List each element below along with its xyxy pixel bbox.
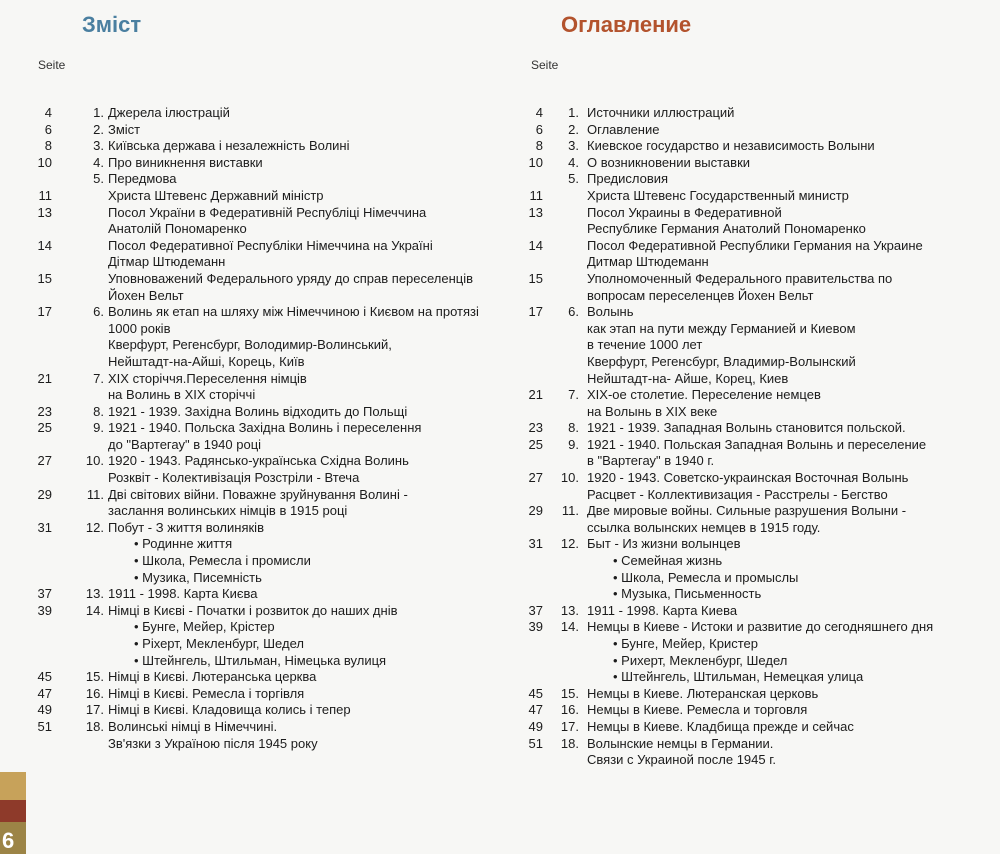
item-number: 4. (93, 154, 104, 170)
page-ref: 47 (37, 685, 52, 701)
page-ref: 29 (37, 486, 52, 502)
page-ref: 49 (528, 718, 543, 734)
entry-text: Немцы в Киеве. Ремесла и торговля (587, 702, 808, 718)
item-number: 7. (568, 387, 579, 403)
page-ref: 51 (37, 718, 52, 734)
page-ref: 27 (528, 470, 543, 486)
entry-text: • Музыка, Письменность (613, 586, 762, 602)
page-ref: 27 (37, 453, 52, 469)
seite-label-right: Seite (531, 58, 559, 72)
page-ref: 37 (37, 586, 52, 602)
entry-text: Київська держава і незалежність Волині (108, 138, 350, 154)
entry-text: Нейштадт-на-Айші, Корець, Київ (108, 353, 305, 369)
strip-gold (0, 772, 26, 800)
seite-label-left: Seite (38, 58, 66, 72)
entry-text: 1911 - 1998. Карта Києва (108, 586, 258, 602)
page-ref: 25 (528, 436, 543, 452)
entry-text: 1921 - 1939. Западная Волынь становится польской. (587, 420, 906, 436)
item-number: 2. (568, 121, 579, 137)
entry-text: • Школа, Ремесла і промисли (134, 553, 311, 569)
toc-title-russian: Оглавление (561, 12, 692, 37)
entry-text: Кверфурт, Регенсбург, Владимир-Волынский (587, 353, 856, 369)
page-ref: 11 (38, 187, 52, 203)
item-number: 10. (560, 470, 579, 486)
page-ref: 31 (37, 519, 52, 535)
item-number: 6. (93, 304, 104, 320)
item-number: 16. (560, 702, 579, 718)
entry-text: Быт - Из жизни волынцев (587, 536, 741, 552)
page-ref: 6 (535, 121, 543, 137)
page-ref: 8 (44, 138, 52, 154)
item-number: 9. (93, 420, 104, 436)
item-number: 17. (560, 718, 579, 734)
page-ref: 6 (44, 121, 52, 137)
page-ref: 15 (37, 270, 52, 286)
entry-text: Дітмар Штюдеманн (108, 254, 226, 270)
page-ref: 51 (528, 735, 543, 751)
item-number: 1. (568, 105, 579, 120)
entry-text: 1921 - 1939. Західна Волинь відходить до Польщі (108, 403, 408, 419)
entry-text: 1921 - 1940. Польска Західна Волинь і переселення (108, 420, 422, 436)
page-ref: 21 (37, 370, 52, 386)
page-ref: 25 (37, 420, 52, 436)
entry-text: Зв'язки з Україною після 1945 року (108, 735, 318, 751)
page-ref: 31 (528, 536, 543, 552)
item-number: 12. (560, 536, 579, 552)
entry-text: Зміст (108, 121, 141, 137)
item-number: 3. (93, 138, 104, 154)
entry-text: Анатолій Пономаренко (108, 221, 247, 237)
entry-text: Христа Штевенс Державний міністр (108, 187, 324, 203)
page-ref: 4 (44, 105, 52, 120)
entry-text: Німці в Києві. Ремесла і торгівля (108, 685, 305, 701)
entry-text: Джерела ілюстрацій (108, 105, 230, 120)
page-ref: 45 (37, 669, 52, 685)
item-number: 8. (93, 403, 104, 419)
entry-text: • Школа, Ремесла и промыслы (613, 569, 799, 585)
item-number: 16. (85, 685, 104, 701)
item-number: 15. (85, 669, 104, 685)
entry-text: Немцы в Киеве. Кладбища прежде и сейчас (587, 718, 854, 734)
page-ref: 29 (528, 503, 543, 519)
entry-text: Посол Украины в Федеративной (587, 204, 782, 220)
entry-text: Посол України в Федеративній Республіці Німеччина (108, 204, 427, 220)
item-number: 15. (560, 685, 579, 701)
item-number: 18. (85, 718, 104, 734)
item-number: 17. (85, 702, 104, 718)
item-number: 13. (560, 602, 579, 618)
entry-text: Кверфурт, Регенсбург, Володимир-Волинський, (108, 337, 392, 353)
entry-text: Німці в Києві. Кладовища колись і тепер (108, 702, 351, 718)
item-number: 11. (561, 503, 579, 519)
item-number: 12. (85, 519, 104, 535)
page-ref: 4 (535, 105, 543, 120)
entry-text: 1920 - 1943. Радянсько-українська Східна Волинь (108, 453, 409, 469)
entry-text: • Родинне життя (134, 536, 233, 552)
entry-text: Дитмар Штюдеманн (587, 254, 709, 270)
page-ref: 10 (37, 154, 52, 170)
item-number: 3. (568, 138, 579, 154)
entry-text: • Штейнгель, Штильман, Німецька вулиця (134, 652, 387, 668)
entry-text: как этап на пути между Германией и Киевом (587, 320, 856, 336)
entry-text: Киевское государство и независимость Волыни (587, 138, 875, 154)
entry-text: на Волинь в XIX сторіччі (108, 387, 256, 403)
entry-text: в течение 1000 лет (587, 337, 703, 353)
entry-text: Волынь (587, 304, 634, 320)
entry-text: • Бунге, Мейер, Крістер (134, 619, 275, 635)
page-ref: 39 (528, 619, 543, 635)
page-ref: 23 (37, 403, 52, 419)
entry-text: • Семейная жизнь (613, 553, 723, 569)
entry-text: Две мировые войны. Сильные разрушения Волыни - (587, 503, 907, 519)
entry-text: Нейштадт-на- Айше, Корец, Киев (587, 370, 789, 386)
item-number: 18. (560, 735, 579, 751)
page-ref: 17 (37, 304, 52, 320)
page-ref: 45 (528, 685, 543, 701)
page-number: 6 (2, 828, 15, 853)
strip-red (0, 800, 26, 822)
entry-text: 1000 років (108, 320, 171, 336)
entry-text: до "Вартегау" в 1940 році (108, 436, 262, 452)
page-ref: 21 (528, 387, 543, 403)
entry-text: Оглавление (587, 121, 660, 137)
page-ref: 23 (528, 420, 543, 436)
entry-text: Волынские немцы в Германии. (587, 735, 774, 751)
entry-text: • Штейнгель, Штильман, Немецкая улица (613, 669, 864, 685)
entry-text: 1921 - 1940. Польская Западная Волынь и переселение (587, 436, 927, 452)
entry-text: Німці в Києві. Лютеранська церква (108, 669, 317, 685)
page-ref: 39 (37, 602, 52, 618)
item-number: 10. (85, 453, 104, 469)
page-ref: 37 (528, 602, 543, 618)
entry-text: Немцы в Киеве. Лютеранская церковь (587, 685, 819, 701)
entry-text: Передмова (108, 171, 177, 187)
item-number: 2. (93, 121, 104, 137)
entry-text: Про виникнення виставки (108, 154, 263, 170)
entry-text: 1911 - 1998. Карта Киева (587, 602, 738, 618)
item-number: 5. (568, 171, 579, 187)
entry-text: Предисловия (587, 171, 669, 187)
page-ref: 14 (528, 237, 543, 253)
entry-text: Волинські німці в Німеччині. (108, 718, 278, 734)
entry-text: • Рихерт, Мекленбург, Шедел (613, 652, 788, 668)
toc-title-ukrainian: Зміст (82, 12, 142, 37)
entry-text: в "Вартегау" в 1940 г. (587, 453, 715, 469)
entry-text: заслання волинських німців в 1915 році (108, 503, 348, 519)
item-number: 1. (93, 105, 104, 120)
item-number: 8. (568, 420, 579, 436)
entry-text: вопросам переселенцев Йохен Вельт (587, 287, 814, 303)
item-number: 6. (568, 304, 579, 320)
entry-text: ссылка волынских немцев в 1915 году. (587, 519, 821, 535)
item-number: 14. (85, 602, 104, 618)
item-number: 4. (568, 154, 579, 170)
entry-text: • Бунге, Мейер, Кристер (613, 636, 758, 651)
entry-text: • Музика, Писемність (134, 569, 262, 585)
entry-text: Німці в Києві - Початки і розвиток до наших днів (108, 602, 398, 618)
page-ref: 8 (535, 138, 543, 154)
entry-text: Источники иллюстраций (587, 105, 735, 120)
page-ref: 15 (528, 270, 543, 286)
entry-text: Дві світових війни. Поважне зруйнування Волині - (108, 486, 408, 502)
entry-text: 1920 - 1943. Советско-украинская Восточная Волынь (587, 470, 909, 486)
entry-text: Посол Федеративної Республіки Німеччина на Україні (108, 237, 433, 253)
entry-text: Йохен Вельт (108, 287, 184, 303)
entry-text: на Волынь в XIX веке (587, 403, 718, 419)
entry-text: Посол Федеративной Республики Германия на Украине (587, 237, 923, 253)
page-ref: 14 (37, 237, 52, 253)
page-ref: 47 (528, 702, 543, 718)
page-ref: 17 (528, 304, 543, 320)
entry-text: Христа Штевенс Государственный министр (587, 187, 849, 203)
entry-text: Связи с Украиной после 1945 г. (587, 752, 776, 768)
page-ref: 49 (37, 702, 52, 718)
entry-text: Расцвет - Коллективизация - Расстрелы - Бегство (587, 486, 888, 502)
item-number: 5. (93, 171, 104, 187)
item-number: 13. (85, 586, 104, 602)
item-number: 14. (560, 619, 579, 635)
entry-text: Уповноважений Федерального уряду до справ переселенців (108, 270, 474, 286)
page-ref: 10 (528, 154, 543, 170)
item-number: 7. (93, 370, 104, 386)
entry-text: Республике Германия Анатолий Пономаренко (587, 221, 866, 237)
page-ref: 11 (529, 187, 543, 203)
page-ref: 13 (37, 204, 52, 220)
entry-text: Волинь як етап на шляху між Німеччиною і Києвом на протязі (108, 304, 479, 320)
item-number: 11. (86, 486, 104, 502)
entry-text: Розквіт - Колективізація Розстріли - Втеча (108, 470, 360, 486)
entry-text: Немцы в Киеве - Истоки и развитие до сегодняшнего дня (587, 619, 934, 635)
entry-text: Уполномоченный Федерального правительства по (587, 270, 893, 286)
entry-text: О возникновении выставки (587, 154, 751, 170)
entry-text: XIX-ое столетие. Переселение немцев (587, 387, 821, 403)
item-number: 9. (568, 436, 579, 452)
page-ref: 13 (528, 204, 543, 220)
entry-text: • Ріхерт, Мекленбург, Шедел (134, 636, 304, 651)
entry-text: Побут - З життя волиняків (108, 519, 264, 535)
entry-text: XIX сторіччя.Переселення німців (108, 370, 307, 386)
